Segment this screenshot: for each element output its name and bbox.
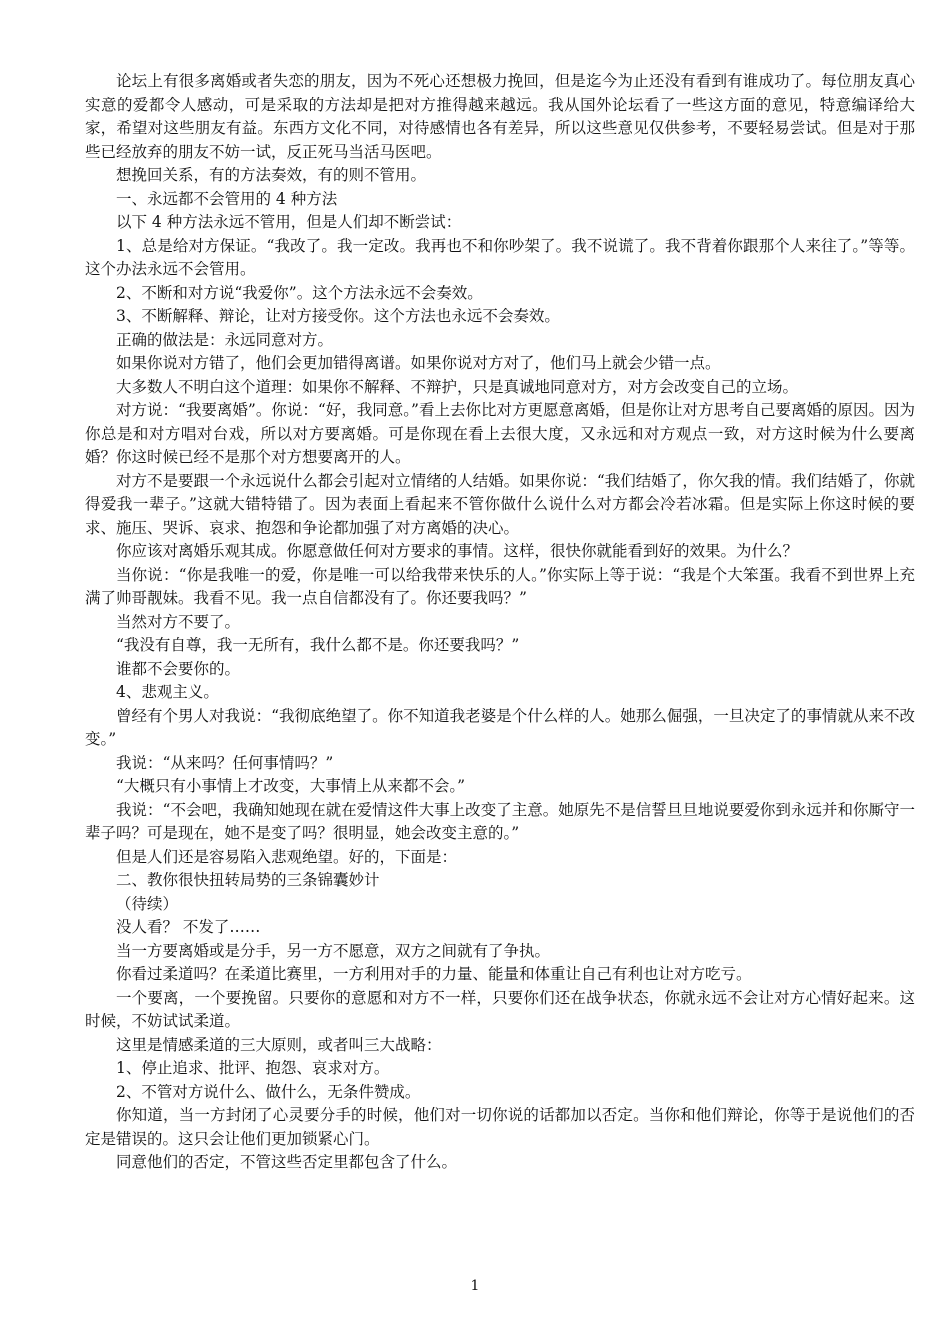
list-item: 2、不管对方说什么、做什么，无条件赞成。: [116, 1082, 421, 1101]
paragraph: 同意他们的否定，不管这些否定里都包含了什么。: [116, 1153, 458, 1171]
section-heading: 二、教你很快扭转局势的三条锦囊妙计: [116, 871, 380, 889]
paragraph: 你看过柔道吗？在柔道比赛里，一方利用对手的力量、能量和体重让自己有利也让对方吃亏。: [116, 965, 752, 983]
paragraph: 当一方要离婚或是分手，另一方不愿意，双方之间就有了争执。: [116, 941, 551, 960]
page-number: 1: [470, 1278, 480, 1294]
paragraph: 一个要离，一个要挽留。只要你的意愿和对方不一样，只要你们还在战争状态，你就永远不会让对方心情好起来。这时候，不妨试试柔道。: [85, 988, 915, 1030]
paragraph: 没人看？ 不发了……: [116, 918, 261, 936]
paragraph: 大多数人不明白这个道理：如果你不解释、不辩护，只是真诚地同意对方，对方会改变自己的立场。: [116, 377, 799, 396]
paragraph: 但是人们还是容易陷入悲观绝望。好的，下面是：: [116, 847, 458, 866]
paragraph: 对方不是要跟一个永远说什么都会引起对立情绪的人结婚。如果你说：“我们结婚了，你欠我的情。我们结婚了，你就得爱我一辈子。”这就大错特错了。因为表面上看起来不管你做什么说什么对方都会冷若冰霜。但是实际上你这时候的要求、施压、哭诉、哀求、抱怨和争论都加强了对方离婚的决心。: [85, 471, 915, 537]
paragraph: “大概只有小事情上才改变，大事情上从来都不会。”: [116, 777, 466, 795]
paragraph: 谁都不会要你的。: [116, 659, 241, 678]
paragraph: 对方说：“我要离婚”。你说：“好，我同意。”看上去你比对方更愿意离婚，但是你让对方思考自己要离婚的原因。因为你总是和对方唱对台戏，所以对方要离婚。可是你现在看上去很大度，又永远和对方观点一致，对方这时候为什么要离婚？你这时候已经不是那个对方想要离开的人。: [85, 401, 915, 466]
paragraph: “我没有自尊，我一无所有，我什么都不是。你还要我吗？”: [116, 636, 520, 654]
paragraph: 想挽回关系，有的方法奏效，有的则不管用。: [116, 166, 427, 184]
list-item: 2、不断和对方说“我爱你”。这个方法永远不会奏效。: [116, 283, 483, 302]
section-heading: 一、永远都不会管用的 4 种方法: [116, 189, 338, 208]
paragraph: 如果你说对方错了，他们会更加错得离谱。如果你说对方对了，他们马上就会少错一点。: [116, 354, 721, 372]
paragraph: 我说：“从来吗？任何事情吗？”: [116, 753, 334, 772]
list-item: 4、悲观主义。: [116, 683, 219, 701]
document-body: [85, 70, 915, 1175]
paragraph: 以下 4 种方法永远不管用，但是人们却不断尝试：: [116, 213, 462, 231]
paragraph: （待续）: [116, 894, 179, 913]
paragraph: 你应该对离婚乐观其成。你愿意做任何对方要求的事情。这样，很快你就能看到好的效果。为什么？: [116, 542, 799, 560]
paragraph: 当你说：“你是我唯一的爱，你是唯一可以给我带来快乐的人。”你实际上等于说：“我是个大笨蛋。我看不到世界上充满了帅哥靓妹。我看不见。我一点自信都没有了。你还要我吗？”: [85, 565, 915, 607]
paragraph: 正确的做法是：永远同意对方。: [116, 330, 334, 349]
paragraph: 我说：“不会吧，我确知她现在就在爱情这件大事上改变了主意。她原先不是信誓旦旦地说要爱你到永远并和你厮守一辈子吗？可是现在，她不是变了吗？很明显，她会改变主意的。”: [85, 800, 915, 842]
list-item: 1、总是给对方保证。“我改了。我一定改。我再也不和你吵架了。我不说谎了。我不背着你跟那个人来往了。”等等。这个办法永远不会管用。: [85, 236, 915, 278]
paragraph: 你知道，当一方封闭了心灵要分手的时候，他们对一切你说的话都加以否定。当你和他们辩论，你等于是说他们的否定是错误的。这只会让他们更加锁紧心门。: [85, 1106, 915, 1148]
paragraph: 曾经有个男人对我说：“我彻底绝望了。你不知道我老婆是个什么样的人。她那么倔强，一旦决定了的事情就从来不改变。”: [85, 706, 915, 748]
paragraph: 这里是情感柔道的三大原则，或者叫三大战略：: [116, 1035, 442, 1054]
paragraph: 当然对方不要了。: [116, 612, 241, 631]
paragraph: 论坛上有很多离婚或者失恋的朋友，因为不死心还想极力挽回，但是迄今为止还没有看到有谁成功了。每位朋友真心实意的爱都令人感动，可是采取的方法却是把对方推得越来越远。我从国外论坛看了一些这方面的意见，特意编译给大家，希望对这些朋友有益。东西方文化不同，对待感情也各有差异，所以这些意见仅供参考，不要轻易尝试。但是对于那些已经放弃的朋友不妨一试，反正死马当活马医吧。: [85, 72, 915, 161]
list-item: 1、停止追求、批评、抱怨、哀求对方。: [116, 1059, 390, 1077]
list-item: 3、不断解释、辩论，让对方接受你。这个方法也永远不会奏效。: [116, 307, 560, 325]
